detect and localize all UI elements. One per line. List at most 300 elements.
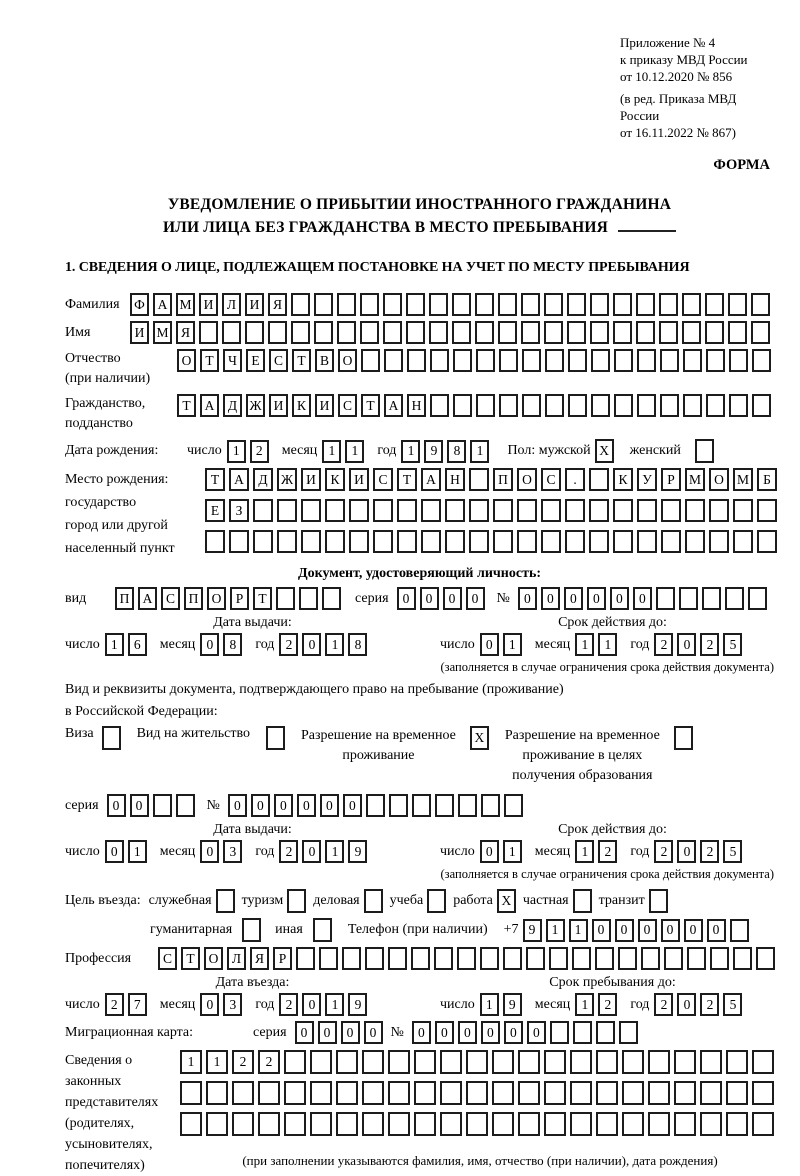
char-cell[interactable]: 2 <box>700 633 719 656</box>
char-cell[interactable] <box>687 947 706 970</box>
char-cell[interactable] <box>336 1081 358 1105</box>
birth-place-row1-cells[interactable] <box>205 468 781 491</box>
char-cell[interactable] <box>570 1050 592 1074</box>
char-cell[interactable]: Т <box>205 468 225 491</box>
char-cell[interactable] <box>373 530 393 553</box>
char-cell[interactable]: 5 <box>723 993 742 1016</box>
char-cell[interactable]: Т <box>397 468 417 491</box>
entry-month-cells[interactable] <box>200 993 246 1016</box>
char-cell[interactable]: 0 <box>200 633 219 656</box>
surname-cells[interactable] <box>130 293 774 316</box>
char-cell[interactable]: 3 <box>223 840 242 863</box>
char-cell[interactable]: Е <box>246 349 265 372</box>
char-cell[interactable] <box>466 1112 488 1136</box>
char-cell[interactable] <box>245 321 264 344</box>
char-cell[interactable]: 2 <box>258 1050 280 1074</box>
char-cell[interactable]: К <box>613 468 633 491</box>
char-cell[interactable] <box>726 1050 748 1074</box>
char-cell[interactable]: Т <box>292 349 311 372</box>
char-cell[interactable]: 8 <box>447 440 466 463</box>
char-cell[interactable]: И <box>130 321 149 344</box>
char-cell[interactable] <box>440 1112 462 1136</box>
char-cell[interactable] <box>360 321 379 344</box>
char-cell[interactable]: 0 <box>638 919 657 942</box>
char-cell[interactable]: А <box>384 394 403 417</box>
char-cell[interactable]: П <box>493 468 513 491</box>
char-cell[interactable]: 2 <box>105 993 124 1016</box>
birth-month-cells[interactable] <box>322 440 368 463</box>
char-cell[interactable] <box>637 499 657 522</box>
representatives-row2-cells[interactable] <box>180 1081 780 1105</box>
char-cell[interactable]: У <box>637 468 657 491</box>
checkbox-temp-residence[interactable]: X <box>470 726 489 750</box>
char-cell[interactable]: Р <box>230 587 249 610</box>
char-cell[interactable]: 1 <box>503 633 522 656</box>
char-cell[interactable]: С <box>161 587 180 610</box>
char-cell[interactable] <box>232 1112 254 1136</box>
char-cell[interactable] <box>544 293 563 316</box>
char-cell[interactable] <box>544 1112 566 1136</box>
char-cell[interactable] <box>725 587 744 610</box>
char-cell[interactable] <box>613 321 632 344</box>
char-cell[interactable]: 0 <box>302 633 321 656</box>
char-cell[interactable]: 7 <box>128 993 147 1016</box>
char-cell[interactable]: 1 <box>598 633 617 656</box>
char-cell[interactable]: М <box>176 293 195 316</box>
char-cell[interactable] <box>337 321 356 344</box>
representatives-row3-cells[interactable] <box>180 1112 780 1136</box>
char-cell[interactable] <box>595 947 614 970</box>
char-cell[interactable] <box>498 321 517 344</box>
char-cell[interactable] <box>475 293 494 316</box>
char-cell[interactable] <box>258 1081 280 1105</box>
char-cell[interactable]: 1 <box>325 993 344 1016</box>
char-cell[interactable] <box>301 499 321 522</box>
char-cell[interactable]: 0 <box>677 840 696 863</box>
char-cell[interactable] <box>729 349 748 372</box>
char-cell[interactable] <box>180 1112 202 1136</box>
char-cell[interactable] <box>591 349 610 372</box>
char-cell[interactable] <box>366 794 385 817</box>
char-cell[interactable]: 1 <box>345 440 364 463</box>
checkbox-purpose-private[interactable] <box>573 889 592 913</box>
char-cell[interactable]: 1 <box>575 633 594 656</box>
profession-cells[interactable] <box>158 947 779 970</box>
char-cell[interactable] <box>521 293 540 316</box>
char-cell[interactable]: О <box>517 468 537 491</box>
char-cell[interactable]: 2 <box>250 440 269 463</box>
char-cell[interactable] <box>613 499 633 522</box>
char-cell[interactable] <box>430 349 449 372</box>
char-cell[interactable] <box>406 321 425 344</box>
char-cell[interactable] <box>522 394 541 417</box>
char-cell[interactable] <box>682 321 701 344</box>
char-cell[interactable]: В <box>315 349 334 372</box>
char-cell[interactable] <box>733 947 752 970</box>
char-cell[interactable]: 0 <box>504 1021 523 1044</box>
char-cell[interactable]: 0 <box>518 587 537 610</box>
char-cell[interactable] <box>589 499 609 522</box>
char-cell[interactable] <box>362 1112 384 1136</box>
char-cell[interactable] <box>752 394 771 417</box>
char-cell[interactable] <box>430 394 449 417</box>
char-cell[interactable]: 0 <box>633 587 652 610</box>
char-cell[interactable] <box>622 1112 644 1136</box>
char-cell[interactable] <box>728 321 747 344</box>
char-cell[interactable]: Р <box>273 947 292 970</box>
char-cell[interactable]: 1 <box>325 840 344 863</box>
char-cell[interactable] <box>710 947 729 970</box>
char-cell[interactable]: 0 <box>297 794 316 817</box>
char-cell[interactable]: 0 <box>527 1021 546 1044</box>
char-cell[interactable] <box>517 530 537 553</box>
char-cell[interactable] <box>504 794 523 817</box>
char-cell[interactable]: 0 <box>228 794 247 817</box>
char-cell[interactable] <box>277 499 297 522</box>
char-cell[interactable] <box>659 293 678 316</box>
char-cell[interactable]: 1 <box>575 993 594 1016</box>
char-cell[interactable]: А <box>153 293 172 316</box>
char-cell[interactable] <box>421 499 441 522</box>
char-cell[interactable] <box>682 293 701 316</box>
char-cell[interactable]: 0 <box>458 1021 477 1044</box>
char-cell[interactable]: К <box>292 394 311 417</box>
char-cell[interactable]: 1 <box>575 840 594 863</box>
char-cell[interactable] <box>206 1081 228 1105</box>
char-cell[interactable] <box>277 530 297 553</box>
char-cell[interactable] <box>541 530 561 553</box>
char-cell[interactable]: О <box>204 947 223 970</box>
char-cell[interactable]: 1 <box>325 633 344 656</box>
char-cell[interactable] <box>322 587 341 610</box>
char-cell[interactable] <box>733 530 753 553</box>
char-cell[interactable]: 1 <box>546 919 565 942</box>
identity-issue-day-cells[interactable] <box>105 633 151 656</box>
stay-year-cells[interactable] <box>654 993 746 1016</box>
char-cell[interactable] <box>726 1112 748 1136</box>
char-cell[interactable] <box>421 530 441 553</box>
char-cell[interactable]: 1 <box>470 440 489 463</box>
char-cell[interactable] <box>310 1081 332 1105</box>
char-cell[interactable] <box>705 321 724 344</box>
char-cell[interactable] <box>296 947 315 970</box>
char-cell[interactable]: 8 <box>348 633 367 656</box>
residence-issue-month-cells[interactable] <box>200 840 246 863</box>
char-cell[interactable] <box>728 293 747 316</box>
char-cell[interactable]: С <box>541 468 561 491</box>
doc-number-cells[interactable] <box>518 587 771 610</box>
char-cell[interactable] <box>622 1081 644 1105</box>
char-cell[interactable]: П <box>115 587 134 610</box>
char-cell[interactable] <box>469 499 489 522</box>
birth-year-cells[interactable] <box>401 440 493 463</box>
char-cell[interactable]: 9 <box>348 840 367 863</box>
char-cell[interactable] <box>664 947 683 970</box>
char-cell[interactable] <box>568 349 587 372</box>
char-cell[interactable] <box>407 349 426 372</box>
char-cell[interactable] <box>457 947 476 970</box>
char-cell[interactable] <box>310 1050 332 1074</box>
char-cell[interactable] <box>362 1050 384 1074</box>
char-cell[interactable]: 0 <box>318 1021 337 1044</box>
char-cell[interactable]: Б <box>757 468 777 491</box>
char-cell[interactable]: Н <box>407 394 426 417</box>
char-cell[interactable]: 0 <box>302 993 321 1016</box>
birth-place-row2-cells[interactable] <box>205 499 781 522</box>
entry-day-cells[interactable] <box>105 993 151 1016</box>
char-cell[interactable] <box>314 321 333 344</box>
char-cell[interactable] <box>545 394 564 417</box>
checkbox-purpose-transit[interactable] <box>649 889 668 913</box>
char-cell[interactable] <box>726 1081 748 1105</box>
char-cell[interactable] <box>406 293 425 316</box>
identity-issue-year-cells[interactable] <box>279 633 371 656</box>
char-cell[interactable]: 0 <box>130 794 149 817</box>
char-cell[interactable]: 3 <box>223 993 242 1016</box>
char-cell[interactable]: 1 <box>503 840 522 863</box>
char-cell[interactable]: М <box>153 321 172 344</box>
char-cell[interactable]: И <box>349 468 369 491</box>
char-cell[interactable]: 1 <box>206 1050 228 1074</box>
char-cell[interactable] <box>661 499 681 522</box>
char-cell[interactable] <box>637 349 656 372</box>
char-cell[interactable]: 2 <box>700 993 719 1016</box>
char-cell[interactable] <box>253 530 273 553</box>
checkbox-purpose-other[interactable] <box>313 918 332 942</box>
char-cell[interactable] <box>656 587 675 610</box>
residence-number-cells[interactable] <box>228 794 527 817</box>
char-cell[interactable]: 0 <box>677 633 696 656</box>
char-cell[interactable]: Д <box>253 468 273 491</box>
char-cell[interactable] <box>445 499 465 522</box>
char-cell[interactable] <box>325 499 345 522</box>
char-cell[interactable] <box>637 530 657 553</box>
char-cell[interactable] <box>284 1081 306 1105</box>
char-cell[interactable] <box>596 1050 618 1074</box>
char-cell[interactable]: Т <box>200 349 219 372</box>
char-cell[interactable] <box>319 947 338 970</box>
char-cell[interactable]: 0 <box>435 1021 454 1044</box>
char-cell[interactable]: Я <box>176 321 195 344</box>
char-cell[interactable] <box>752 1112 774 1136</box>
char-cell[interactable] <box>705 293 724 316</box>
char-cell[interactable] <box>570 1112 592 1136</box>
char-cell[interactable]: Н <box>445 468 465 491</box>
char-cell[interactable]: С <box>269 349 288 372</box>
name-cells[interactable] <box>130 321 774 344</box>
char-cell[interactable] <box>685 530 705 553</box>
char-cell[interactable]: И <box>269 394 288 417</box>
char-cell[interactable] <box>349 499 369 522</box>
char-cell[interactable]: П <box>184 587 203 610</box>
char-cell[interactable]: 0 <box>564 587 583 610</box>
char-cell[interactable]: Т <box>181 947 200 970</box>
char-cell[interactable] <box>411 947 430 970</box>
char-cell[interactable] <box>752 349 771 372</box>
char-cell[interactable] <box>492 1112 514 1136</box>
char-cell[interactable] <box>590 321 609 344</box>
char-cell[interactable] <box>550 1021 569 1044</box>
char-cell[interactable]: 0 <box>105 840 124 863</box>
char-cell[interactable] <box>434 947 453 970</box>
char-cell[interactable]: 0 <box>480 840 499 863</box>
char-cell[interactable]: 0 <box>341 1021 360 1044</box>
char-cell[interactable]: 9 <box>424 440 443 463</box>
char-cell[interactable] <box>493 530 513 553</box>
char-cell[interactable] <box>291 293 310 316</box>
char-cell[interactable] <box>498 293 517 316</box>
char-cell[interactable]: 0 <box>661 919 680 942</box>
char-cell[interactable]: Я <box>250 947 269 970</box>
char-cell[interactable] <box>661 530 681 553</box>
char-cell[interactable] <box>384 349 403 372</box>
char-cell[interactable] <box>414 1081 436 1105</box>
char-cell[interactable] <box>397 530 417 553</box>
checkbox-purpose-business[interactable] <box>364 889 383 913</box>
char-cell[interactable] <box>733 499 753 522</box>
char-cell[interactable] <box>636 321 655 344</box>
residence-series-cells[interactable] <box>107 794 199 817</box>
char-cell[interactable] <box>284 1112 306 1136</box>
char-cell[interactable] <box>362 1081 384 1105</box>
char-cell[interactable]: Л <box>227 947 246 970</box>
char-cell[interactable] <box>648 1081 670 1105</box>
char-cell[interactable] <box>299 587 318 610</box>
char-cell[interactable] <box>660 394 679 417</box>
char-cell[interactable]: Е <box>205 499 225 522</box>
char-cell[interactable] <box>342 947 361 970</box>
char-cell[interactable]: Т <box>361 394 380 417</box>
char-cell[interactable] <box>388 1081 410 1105</box>
char-cell[interactable] <box>700 1050 722 1074</box>
char-cell[interactable] <box>565 530 585 553</box>
char-cell[interactable] <box>706 349 725 372</box>
char-cell[interactable] <box>429 293 448 316</box>
char-cell[interactable] <box>481 794 500 817</box>
char-cell[interactable] <box>541 499 561 522</box>
char-cell[interactable] <box>453 349 472 372</box>
char-cell[interactable] <box>469 530 489 553</box>
char-cell[interactable]: 2 <box>598 840 617 863</box>
char-cell[interactable] <box>700 1081 722 1105</box>
char-cell[interactable]: 1 <box>401 440 420 463</box>
char-cell[interactable] <box>414 1050 436 1074</box>
char-cell[interactable]: 5 <box>723 633 742 656</box>
birth-place-row3-cells[interactable] <box>205 530 781 553</box>
char-cell[interactable] <box>253 499 273 522</box>
char-cell[interactable] <box>614 394 633 417</box>
char-cell[interactable]: А <box>229 468 249 491</box>
stay-month-cells[interactable] <box>575 993 621 1016</box>
char-cell[interactable] <box>199 321 218 344</box>
checkbox-temp-residence-education[interactable] <box>674 726 693 750</box>
char-cell[interactable]: . <box>565 468 585 491</box>
char-cell[interactable]: 0 <box>200 840 219 863</box>
char-cell[interactable] <box>573 1021 592 1044</box>
char-cell[interactable]: С <box>158 947 177 970</box>
char-cell[interactable]: С <box>338 394 357 417</box>
char-cell[interactable] <box>648 1112 670 1136</box>
migration-series-cells[interactable] <box>295 1021 387 1044</box>
char-cell[interactable] <box>589 468 609 491</box>
char-cell[interactable] <box>660 349 679 372</box>
char-cell[interactable] <box>153 794 172 817</box>
char-cell[interactable]: Р <box>661 468 681 491</box>
char-cell[interactable] <box>365 947 384 970</box>
char-cell[interactable] <box>614 349 633 372</box>
char-cell[interactable] <box>314 293 333 316</box>
char-cell[interactable] <box>752 1081 774 1105</box>
char-cell[interactable]: 1 <box>322 440 341 463</box>
identity-valid-year-cells[interactable] <box>654 633 746 656</box>
char-cell[interactable]: 0 <box>251 794 270 817</box>
char-cell[interactable]: А <box>200 394 219 417</box>
char-cell[interactable]: 0 <box>302 840 321 863</box>
char-cell[interactable]: И <box>199 293 218 316</box>
char-cell[interactable] <box>440 1050 462 1074</box>
char-cell[interactable]: 0 <box>592 919 611 942</box>
char-cell[interactable]: 2 <box>654 993 673 1016</box>
char-cell[interactable] <box>641 947 660 970</box>
char-cell[interactable]: 0 <box>107 794 126 817</box>
char-cell[interactable] <box>700 1112 722 1136</box>
residence-issue-day-cells[interactable] <box>105 840 151 863</box>
phone-cells[interactable] <box>523 919 753 942</box>
char-cell[interactable] <box>706 394 725 417</box>
char-cell[interactable]: Л <box>222 293 241 316</box>
char-cell[interactable] <box>709 530 729 553</box>
char-cell[interactable]: 2 <box>654 633 673 656</box>
char-cell[interactable]: О <box>338 349 357 372</box>
char-cell[interactable] <box>636 293 655 316</box>
char-cell[interactable] <box>622 1050 644 1074</box>
residence-issue-year-cells[interactable] <box>279 840 371 863</box>
checkbox-male[interactable]: X <box>595 439 614 463</box>
checkbox-residence-permit[interactable] <box>266 726 285 750</box>
identity-valid-day-cells[interactable] <box>480 633 526 656</box>
char-cell[interactable] <box>522 349 541 372</box>
char-cell[interactable]: 0 <box>274 794 293 817</box>
char-cell[interactable] <box>435 794 454 817</box>
char-cell[interactable] <box>291 321 310 344</box>
char-cell[interactable] <box>545 349 564 372</box>
char-cell[interactable] <box>526 947 545 970</box>
char-cell[interactable] <box>373 499 393 522</box>
char-cell[interactable]: И <box>245 293 264 316</box>
char-cell[interactable]: О <box>709 468 729 491</box>
char-cell[interactable] <box>591 394 610 417</box>
char-cell[interactable] <box>637 394 656 417</box>
identity-valid-month-cells[interactable] <box>575 633 621 656</box>
char-cell[interactable]: 0 <box>412 1021 431 1044</box>
char-cell[interactable] <box>440 1081 462 1105</box>
char-cell[interactable]: 2 <box>279 633 298 656</box>
char-cell[interactable] <box>453 394 472 417</box>
char-cell[interactable] <box>336 1112 358 1136</box>
char-cell[interactable] <box>232 1081 254 1105</box>
char-cell[interactable] <box>683 394 702 417</box>
char-cell[interactable] <box>518 1050 540 1074</box>
char-cell[interactable]: И <box>315 394 334 417</box>
char-cell[interactable] <box>388 947 407 970</box>
char-cell[interactable]: 1 <box>105 633 124 656</box>
char-cell[interactable]: 0 <box>684 919 703 942</box>
char-cell[interactable]: 2 <box>232 1050 254 1074</box>
char-cell[interactable] <box>325 530 345 553</box>
char-cell[interactable]: 0 <box>364 1021 383 1044</box>
char-cell[interactable] <box>206 1112 228 1136</box>
char-cell[interactable] <box>469 468 489 491</box>
